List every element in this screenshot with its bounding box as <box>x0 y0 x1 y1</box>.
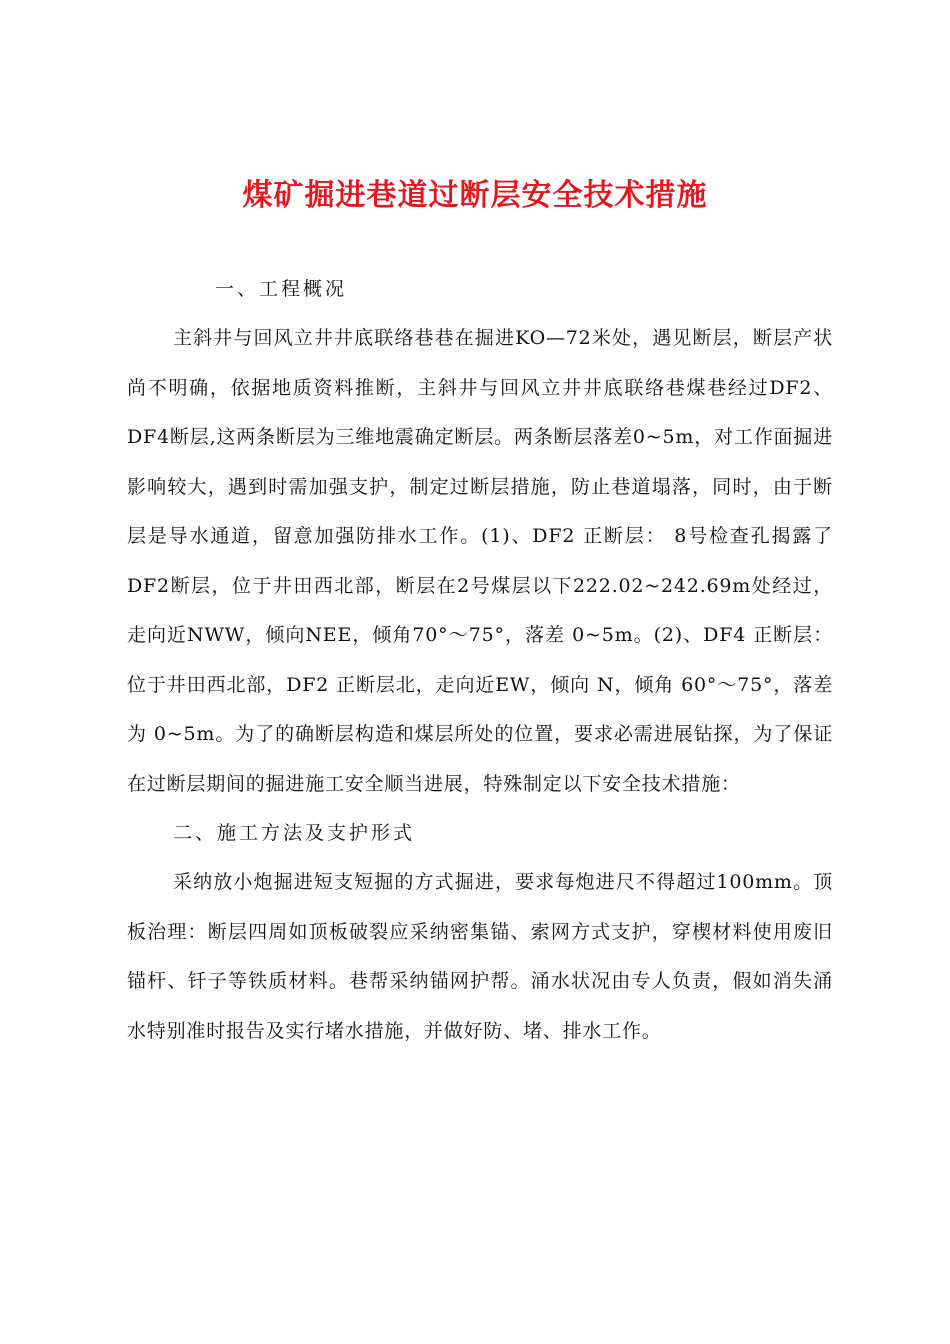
paragraph-overview: 主斜井与回风立井井底联络巷巷在掘进KO—72米处，遇见断层，断层产状尚不明确，依据地质资料推断，主斜井与回风立井井底联络巷煤巷经过DF2、DF4断层,这两条断层为三维地震确定断层。两条断层落差0~5m，对工作面掘进影响较大，遇到时需加强支护，制定过断层措施，防止巷道塌落，同时，由于断层是导水通道，留意加强防排水工作。(1)、DF2 正断层： 8号检查孔揭露了DF2断层，位于井田西北部，断层在2号煤层以下222.02~242.69m处经过，走向近NWW，倾向NEE，倾角70°～75°，落差 0~5m。(2)、DF4 正断层：位于井田西北部，DF2 正断层北，走向近EW，倾向 N，倾角 60°～75°，落差为 0~5m。为了的确断层构造和煤层所处的位置，要求必需进展钻探，为了保证在过断层期间的掘进施工安全顺当进展，特殊制定以下安全技术措施： <box>127 327 833 795</box>
paragraph-construction-method: 采纳放小炮掘进短支短掘的方式掘进，要求每炮进尺不得超过100mm。顶板治理：断层四周如顶板破裂应采纳密集锚、索网方式支护，穿楔材料使用废旧锚杆、钎子等铁质材料。巷帮采纳锚网护帮。涌水状况由专人负责，假如消失涌水特别准时报告及实行堵水措施，并做好防、堵、排水工作。 <box>127 871 833 1042</box>
section-heading-overview: 一、工程概况 <box>215 278 348 300</box>
section-heading-construction-method: 二、施工方法及支护形式 <box>173 822 416 844</box>
document-title: 煤矿掘进巷道过断层安全技术措施 <box>242 178 708 213</box>
document-body <box>127 265 833 1056</box>
